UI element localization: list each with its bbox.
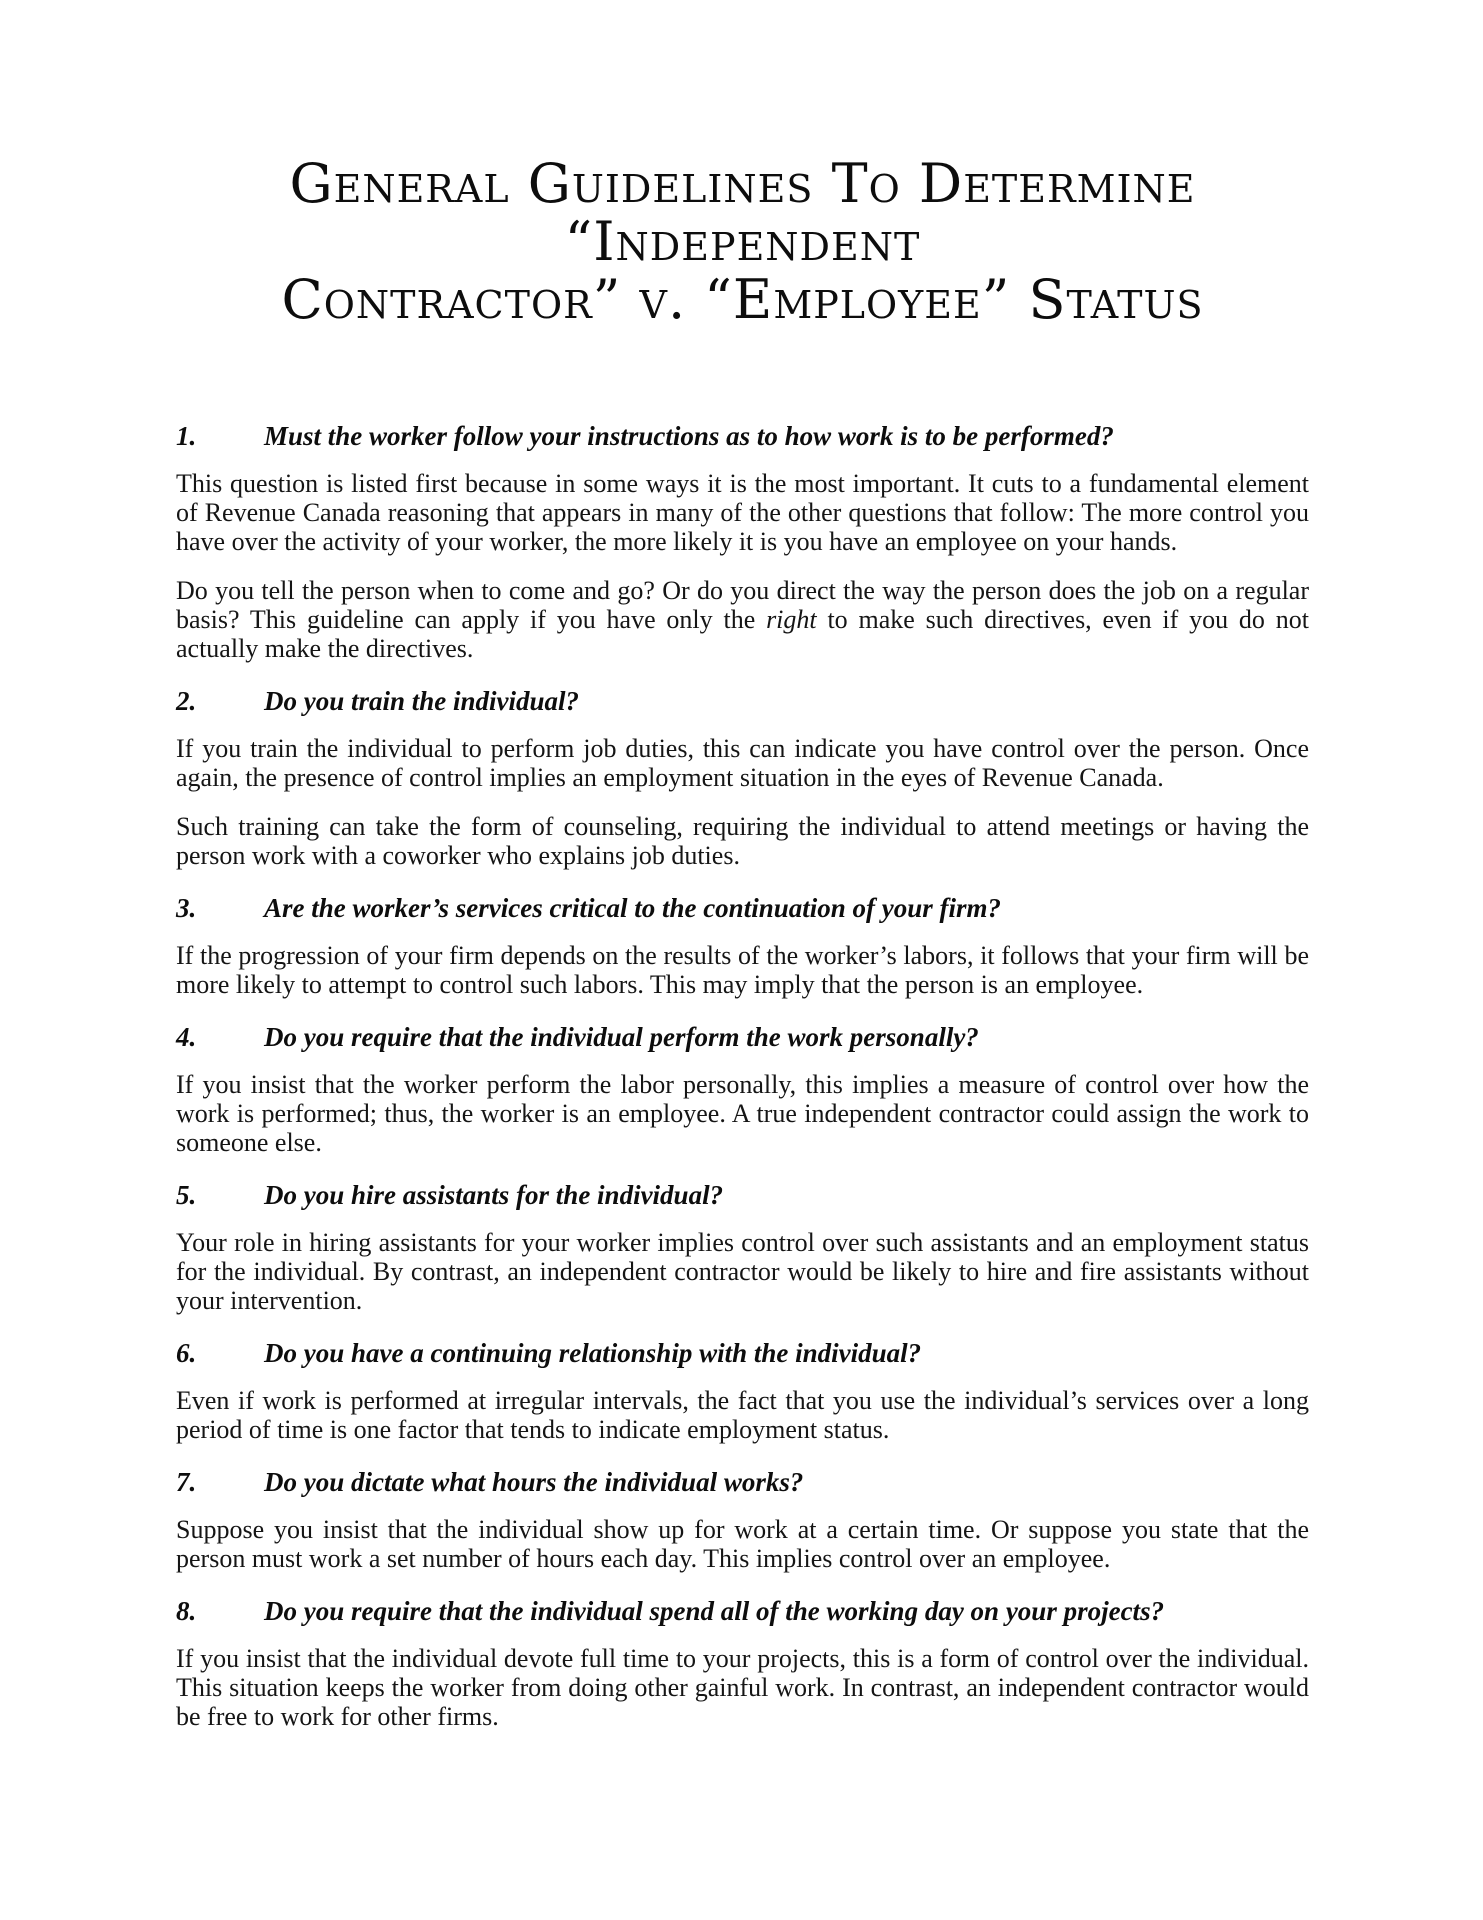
paragraph: If you train the individual to perform job duties, this can indicate you have control over the person. Once again, the presence of control implies an employment situation in the eyes of Revenue Canada. [176,734,1309,792]
document-title-line-1: General Guidelines To Determine “Independent [289,152,1196,273]
question-text: Do you dictate what hours the individual works? [264,1467,804,1497]
question-number: 2. [176,686,197,716]
paragraph: If you insist that the individual devote full time to your projects, this is a form of control over the individual. This situation keeps the worker from doing other gainful work. In contrast, an independent contractor would be free to work for other firms. [176,1644,1309,1731]
paragraph: If you insist that the worker perform the labor personally, this implies a measure of control over how the work is performed; thus, the worker is an employee. A true independent contractor could assign the work to someone else. [176,1070,1309,1157]
section-question-3 [176,893,1309,999]
paragraph: Your role in hiring assistants for your worker implies control over such assistants and an employment status for the individual. By contrast, an independent contractor would be likely to hire and fire assistants without your intervention. [176,1228,1309,1315]
question-heading [176,893,1309,923]
document-title [176,152,1309,331]
paragraph-text: Do you tell the person when to come and go? Or do you direct the way the person does the job on a regular basis? This guideline can apply if you have only the [176,576,1309,634]
paragraph: If the progression of your firm depends on the results of the worker’s labors, it follows that your firm will be more likely to attempt to control such labors. This may imply that the person is an employee. [176,941,1309,999]
question-number: 6. [176,1338,197,1368]
section-question-8 [176,1596,1309,1731]
question-text: Do you hire assistants for the individual? [264,1180,724,1210]
question-text: Do you require that the individual perform the work personally? [264,1022,979,1052]
question-number: 3. [176,893,197,923]
question-heading [176,421,1309,451]
paragraph [176,576,1309,663]
question-text: Do you have a continuing relationship with the individual? [264,1338,922,1368]
question-number: 8. [176,1596,197,1626]
paragraph-text: to make such directives, even if you do not actually make the directives. [176,605,1309,663]
question-heading [176,1596,1309,1626]
paragraph: This question is listed first because in some ways it is the most important. It cuts to a fundamental element of Revenue Canada reasoning that appears in many of the other questions that follow: The more control you have over the activity of your worker, the more likely it is you have an employee on your hands. [176,469,1309,556]
section-question-1 [176,421,1309,663]
question-heading [176,1180,1309,1210]
question-heading [176,1338,1309,1368]
question-number: 7. [176,1467,197,1497]
question-text: Do you train the individual? [264,686,580,716]
paragraph: Even if work is performed at irregular intervals, the fact that you use the individual’s services over a long period of time is one factor that tends to indicate employment status. [176,1386,1309,1444]
section-question-2 [176,686,1309,870]
document-title-line-2: Contractor” v. “Employee” Status [281,268,1204,331]
question-number: 1. [176,421,197,451]
question-heading [176,1467,1309,1497]
question-text: Are the worker’s services critical to the continuation of your firm? [264,893,1002,923]
italic-word: right [766,605,817,634]
section-question-5 [176,1180,1309,1315]
section-question-4 [176,1022,1309,1157]
question-text: Must the worker follow your instructions as to how work is to be performed? [264,421,1114,451]
section-question-7 [176,1467,1309,1573]
section-question-6 [176,1338,1309,1444]
question-heading [176,686,1309,716]
question-number: 5. [176,1180,197,1210]
paragraph: Suppose you insist that the individual show up for work at a certain time. Or suppose you state that the person must work a set number of hours each day. This implies control over an employee. [176,1515,1309,1573]
question-heading [176,1022,1309,1052]
question-number: 4. [176,1022,197,1052]
paragraph: Such training can take the form of counseling, requiring the individual to attend meetings or having the person work with a coworker who explains job duties. [176,812,1309,870]
question-text: Do you require that the individual spend all of the working day on your projects? [264,1596,1165,1626]
